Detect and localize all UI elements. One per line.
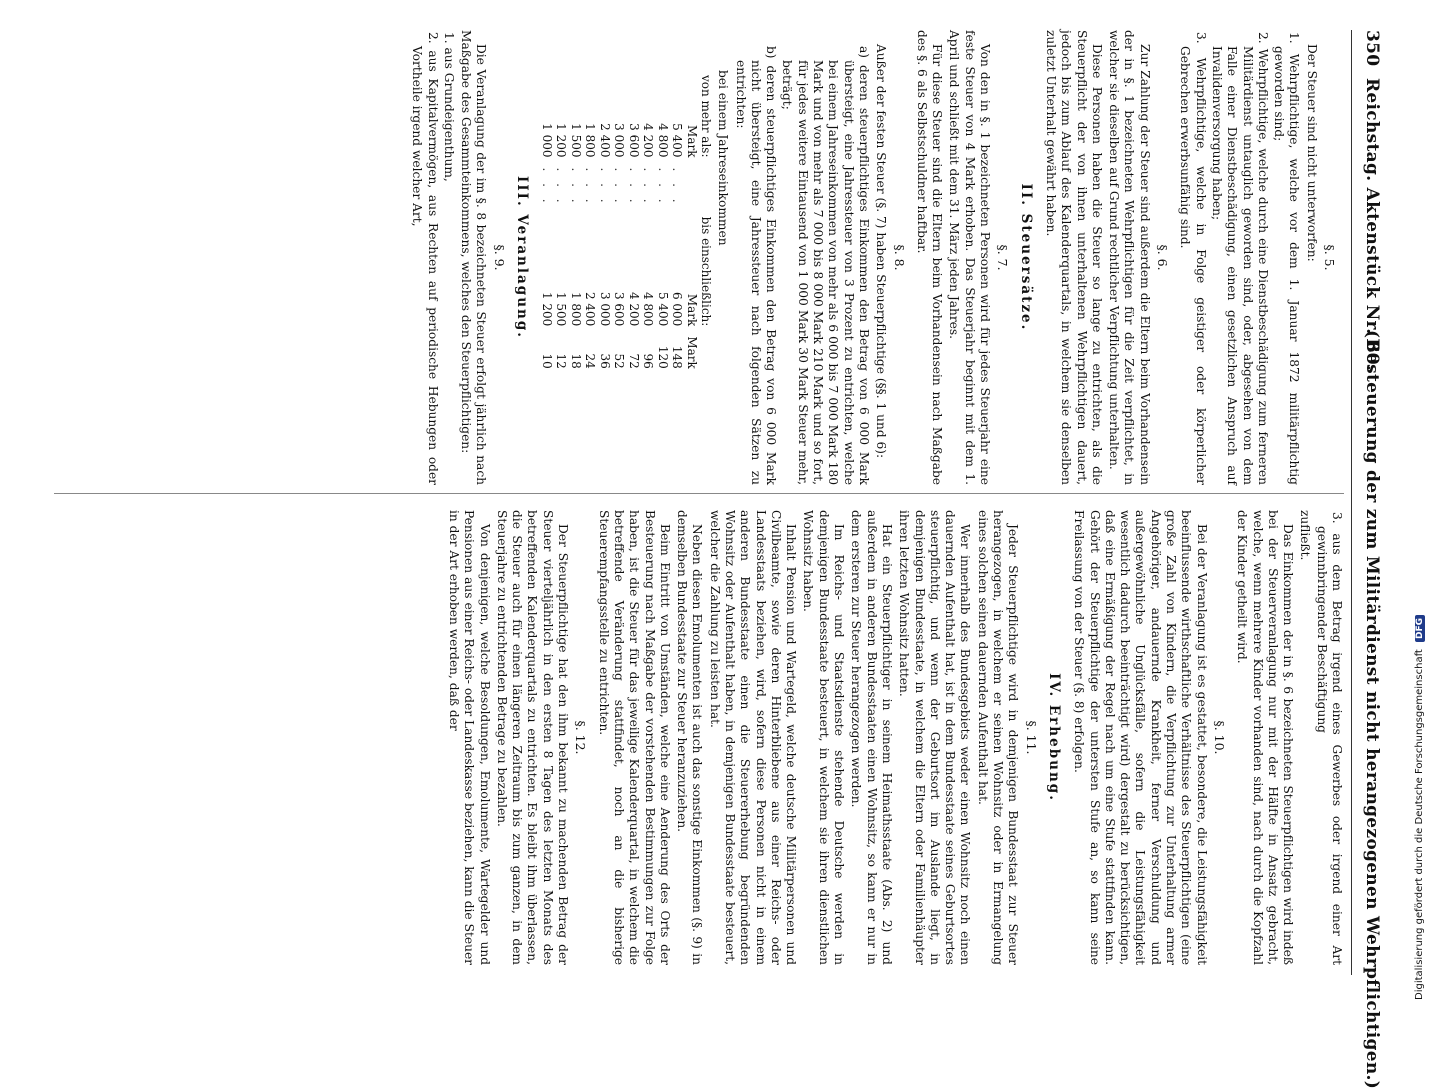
section-9-text: Das Einkommen der in §. 6 bezeichneten Steuerpflichtigen wird indeß bei der Steuerveranlagung nur mit der Hälfte in Ansatz gebracht, welche, wenn mehrere Kinder vorhanden sind, nach durch die Kopfzahl der Kinder getheilt wird.	[1235, 510, 1296, 965]
right-column	[444, 510, 1344, 965]
table-cell: 3 000	[597, 291, 612, 327]
section-11-text: Hat ein Steuerpflichtiger in seinem Heimathsstaate (Abs. 2) und außerdem in anderen Bundesstaaten einen Wohnsitz, so kann er nur in dem ersteren zur Steuer herangezogen werden.	[849, 510, 894, 965]
section-11-text: Jeder Steuerpflichtige wird in demjenigen Bundesstaat zur Steuer herangezogen, in welchem er seinen Wohnsitz oder in Ermangelung eines solchen seinen dauernden Aufenthalt hat.	[975, 510, 1021, 965]
table-units-row	[684, 70, 699, 374]
table-row	[626, 70, 641, 374]
section-12-heading: §. 12.	[573, 720, 589, 755]
section-11-heading: §. 11.	[1023, 720, 1039, 755]
table-row	[568, 70, 583, 374]
leader-dots: . . .	[626, 167, 641, 207]
section-8-intro: Außer der festen Steuer (§. 7) haben Steuerpflichtige (§§. 1 und 6):	[874, 44, 889, 459]
table-cell: 1 800	[583, 123, 598, 158]
table-cell: 1 500	[568, 123, 583, 158]
table-cell: 1 200	[539, 291, 554, 327]
section-11-text: Beim Eintritt von Umständen, welche eine Aenderung des Orts der Besteuerung nach Maßgabe der vorstehenden Bestimmungen zur Folge haben, ist die Steuer für das jeweilige Kalenderquartal, in welchem die betreffende Veränderung stattfindet, noch an die bisherige Steuerempfangsstelle zu entrichten.	[596, 510, 672, 965]
table-row	[612, 70, 627, 374]
section-9-item: 1. aus Grundeigenthum,	[441, 32, 456, 182]
leader-dots: . . .	[597, 167, 612, 207]
table-row	[554, 70, 569, 374]
table-cell: 12	[554, 353, 569, 369]
table-cell: 4 800	[655, 123, 670, 158]
table-header-cell: bis einschließlich:	[699, 216, 714, 327]
page-number: 350	[1362, 30, 1382, 67]
leader-dots: . . .	[583, 167, 598, 207]
table-row	[641, 70, 656, 374]
table-cell: 4 800	[641, 291, 656, 327]
leader-dots: . . .	[554, 167, 569, 207]
leader-dots: . . .	[539, 167, 554, 207]
table-cell: 3 600	[612, 291, 627, 327]
section-9-item: 2. aus Kapitalvermögen, aus Rechten auf periodische Hebungen oder Vortheile irgend welcher Art,	[410, 32, 440, 485]
table-cell: 1 200	[554, 123, 569, 158]
table-cell: 10	[539, 353, 554, 369]
leader-dots: . . .	[641, 167, 656, 207]
section-12-text: Von denjenigen, welche Besoldungen, Emolumente, Wartegelder und Pensionen aus einer Reichs- oder Landeskasse beziehen, kann die Steuer in der Art erhoben werden, daß der	[446, 510, 492, 965]
table-cell: 1 800	[568, 291, 583, 327]
section-10-heading: §. 10.	[1211, 720, 1227, 755]
leader-dots: . . .	[655, 167, 670, 207]
table-cell: 5 400	[670, 123, 685, 158]
part-4-heading: IV. Erhebung.	[1045, 673, 1062, 802]
table-cell: 96	[641, 353, 656, 369]
table-cell: 2 400	[583, 291, 598, 327]
section-12-text: Der Steuerpflichtige hat den ihm bekannt zu machenden Betrag der Steuer vierteljährlich in den ersten 8 Tagen des letzten Monats des betreffenden Kalenderquartals zu entrichten. Es bleibt ihm überlassen, die Steuer auch für einen längeren Zeitraum bis zum ganzen, in dem Steuerjahre zu entrichtenden Betrage zu bezahlen.	[494, 510, 571, 965]
table-cell: 4 200	[626, 291, 641, 327]
table-row	[670, 70, 685, 374]
section-5-item: 3. Wehrpflichtige, welche in Folge geistiger oder körperlicher Gebrechen erwerbsunfähig sind.	[1178, 32, 1208, 485]
section-5-intro: Der Steuer sind nicht unterworfen:	[1304, 44, 1319, 262]
section-9-end: zufließt.	[1298, 510, 1313, 561]
table-header-cell	[699, 331, 714, 373]
table-cell: 72	[626, 353, 641, 369]
left-column	[408, 30, 1344, 485]
section-5-item: 1. Wehrpflichtige, welche vor dem 1. Januar 1872 militärpflichtig geworden sind;	[1272, 32, 1302, 485]
section-11-text: Wer innerhalb des Bundesgebiets weder einen Wohnsitz noch einen dauernden Aufenthalt hat, ist in dem Bundesstaate seines Geburtsortes steuerpflichtig, und wenn der Geburtsort im Auslande liegt, in demjenigen Bundesstaate, in welchem die Eltern oder Familienhäupter ihren letzten Wohnsitz hatten.	[897, 510, 973, 965]
leader-dots: . . .	[612, 167, 627, 207]
table-header-cell: von mehr als:	[699, 75, 714, 158]
table-cell: 36	[597, 353, 612, 369]
table-unit-cell: Mark	[684, 336, 699, 369]
section-6-text: Diese Personen haben die Steuer so lange zu entrichten, als die Steuerpflicht der von ihnen unterhaltenen Wehrpflichtigen dauert, jedoch bis zum Ablauf des Kalenderquartals, in welchem sie denselben zuletzt Unterhalt gewährt haben.	[1043, 30, 1104, 485]
part-3-heading: III. Veranlagung.	[514, 176, 531, 339]
section-11-text: Neben diesen Emolumenten ist auch das sonstige Einkommen (§. 9) in demselben Bundesstaate zur Steuer heranzuziehen.	[675, 510, 705, 965]
table-cell: 3 000	[612, 123, 627, 158]
table-cell: 2 400	[597, 123, 612, 158]
table-cell: 4 200	[641, 123, 656, 158]
table-cell: 5 400	[655, 291, 670, 327]
table-unit-cell: Mark	[684, 293, 699, 327]
section-8-heading: §. 8.	[891, 244, 907, 271]
footer-text: Digitalisierung gefördert durch die Deutsche Forschungsgemeinschaft	[1414, 649, 1425, 1000]
section-7-text: Für diese Steuer sind die Eltern beim Vorhandensein nach Maßgabe des §. 6 als Selbstschuldner haftbar.	[914, 30, 945, 485]
section-5-item: 2. Wehrpflichtige, welche durch eine Dienstbeschädigung zum ferneren Militärdienst untauglich geworden sind, oder, abgesehen von dem Falle einer Dienstbeschädigung, einen gesetzlichen Anspruch auf Invalidenversorgung haben;	[1209, 32, 1270, 485]
section-6-heading: §. 6.	[1155, 244, 1171, 271]
section-11-text: Im Reichs- und Staatsdienste stehende Deutsche werden in demjenigen Bundesstaate besteuert, in welchem sie ihren dienstlichen Wohnsitz haben.	[801, 510, 847, 965]
section-5-heading: §. 5.	[1322, 244, 1337, 271]
header-rule	[1351, 30, 1352, 975]
table-cell: 3 600	[626, 123, 641, 158]
table-cell: 6 000	[670, 291, 685, 327]
table-unit-cell	[684, 163, 699, 212]
page-title: Reichstag. Aktenstück Nr. 60.	[1362, 78, 1382, 372]
section-7-text: Von den in §. 1 bezeichneten Personen wird für jedes Steuerjahr eine feste Steuer von 4 Mark erhoben. Das Steuerjahr beginnt mit dem 1. April und schließt mit dem 31. März jeden Jahres.	[947, 30, 993, 485]
section-7-heading: §. 7.	[995, 244, 1011, 271]
section-8-item-a: a) deren steuerpflichtiges Einkommen den Betrag von 6 000 Mark übersteigt, eine Jahressteuer von 3 Prozent zu entrichten, welche bei einem Jahreseinkommen von mehr als 6 000 bis 7 000 Mark 180 Mark und von mehr als 7 000 bis 8 000 Mark 210 Mark und so fort, für jedes weitere Eintausend von 1 000 Mark 30 Mark Steuer mehr, beträgt;	[780, 46, 871, 485]
page-subtitle: (Besteuerung der zum Militärdienst nicht herangezogenen Wehrpflichtigen.)	[1362, 330, 1382, 1089]
tax-rate-table	[539, 70, 713, 374]
table-header-row	[699, 70, 714, 374]
table-unit-cell: Mark	[684, 125, 699, 158]
table-row	[583, 70, 598, 374]
section-9-heading: §. 9.	[491, 244, 507, 271]
section-9-text: Die Veranlagung der im §. 8 bezeichneten Steuer erfolgt jährlich nach Maßgabe des Gesammteinkommens, welches den Steuerpflichtigen:	[459, 30, 489, 485]
dfg-logo: DFG	[1415, 615, 1425, 642]
table-cell: 148	[670, 345, 685, 369]
table-cell: 1 000	[539, 123, 554, 158]
table-caption: bei einem Jahreseinkommen	[716, 70, 731, 246]
section-8-item-b: b) deren steuerpflichtiges Einkommen den Betrag von 6 000 Mark nicht übersteigt, eine Jahressteuer nach folgenden Sätzen zu entrichten:	[733, 46, 779, 485]
page-header	[1354, 30, 1382, 1089]
column-divider	[54, 493, 1344, 494]
table-row	[539, 70, 554, 374]
table-cell: 120	[655, 345, 670, 369]
section-10-text: Bei der Veranlagung ist es gestattet, besondere, die Leistungsfähigkeit beeinflussende wirthschaftliche Verhältnisse des Steuerpflichtigen (eine große Zahl von Kindern, die Verpflichtung zur Unterhaltung armer Angehöriger, andauernde Krankheit, ferner Verschuldung und außergewöhnliche Unglücksfälle, sofern die Leistungsfähigkeit wesentlich dadurch beeinträchtigt wird) dergestalt zu berücksichtigen, daß eine Ermäßigung der Regel nach um eine Stufe stattfinden kann. Gehört der Steuerpflichtige der untersten Stufe an, so kann seine Freilassung von der Steuer (§. 8) erfolgen.	[1072, 510, 1209, 965]
table-header-cell	[699, 163, 714, 212]
table-cell: 24	[583, 353, 598, 369]
leader-dots: . . .	[670, 167, 685, 207]
section-6-text: Zur Zahlung der Steuer sind außerdem die Eltern beim Vorhandensein der in §. 1 bezeichneten Wehrpflichtigen für die Zeit verpflichtet, in welcher sie dieselben auf Grund rechtlicher Verpflichtung unterhalten.	[1107, 30, 1152, 485]
table-row	[655, 70, 670, 374]
table-cell: 1 500	[554, 291, 569, 327]
section-9-item: 3. aus dem Betrag irgend eines Gewerbes oder irgend einer Art gewinnbringender Beschäftigung	[1314, 512, 1344, 965]
table-cell: 18	[568, 353, 583, 369]
table-row	[597, 70, 612, 374]
leader-dots: . . .	[568, 167, 583, 207]
part-2-heading: II. Steuersätze.	[1017, 183, 1034, 332]
table-cell: 52	[612, 353, 627, 369]
section-11-text: Inhalt Pension und Wartegeld, welche deutsche Militärpersonen und Civilbeamte, sowie deren Hinterbliebene aus einer Reichs- oder Landesstaats beziehen, wird, sofern diese Personen nicht in einem anderen Bundesstaate einen die Steuererhebung begründenden Wohnsitz oder Aufenthalt haben, in demjenigen Bundesstaate besteuert, welcher die Zahlung zu leisten hat.	[707, 510, 799, 965]
